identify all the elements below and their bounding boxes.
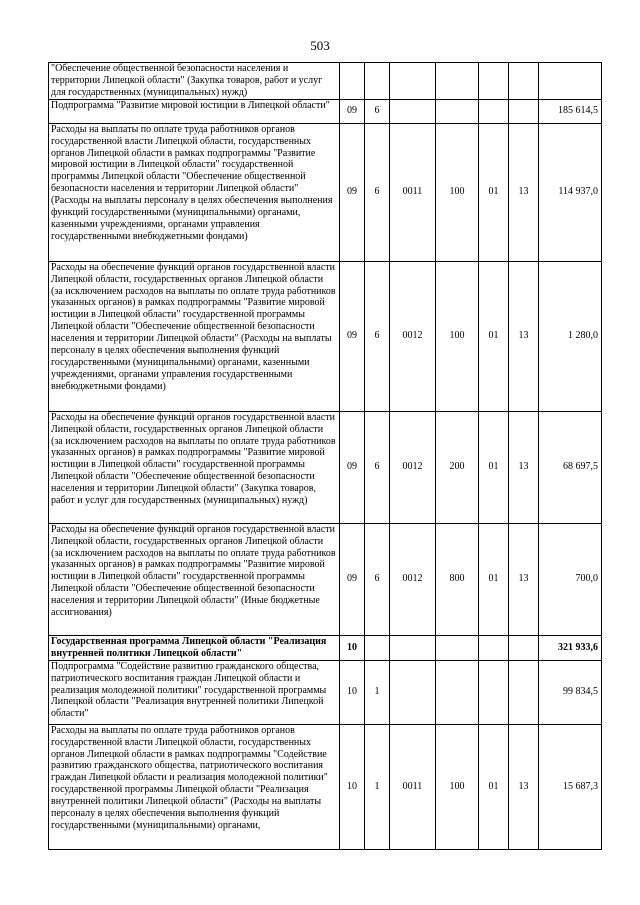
cell-division	[479, 660, 509, 724]
table-row	[49, 523, 602, 635]
row-description: Расходы на обеспечение функций органов государственной власти Липецкой области, государственных органов Липецкой области (за исключением расходов на выплаты по оплате труда работников указанных органов) в рамках подпрограммы "Развитие мировой юстиции в Липецкой области" государственной программы Липецкой области "Обеспечение общественной безопасности населения и территории Липецкой области" (Расходы на выплаты персоналу в целях обеспечения выполнения функций государственными (муниципальными) органами, казенными учреждениями, органами управления государственными внебюджетными фондами)	[49, 261, 340, 411]
row-description: Расходы на обеспечение функций органов государственной власти Липецкой области, государственных органов Липецкой области (за исключением расходов на выплаты по оплате труда работников указанных органов) в рамках подпрограммы "Развитие мировой юстиции в Липецкой области" государственной программы Липецкой области "Обеспечение общественной безопасности населения и территории Липецкой области" (Иные бюджетные ассигнования)	[49, 523, 340, 635]
cell-article	[390, 635, 436, 660]
cell-section: 09	[340, 411, 365, 523]
cell-subsection: 1	[365, 660, 390, 724]
cell-subdivision	[509, 99, 539, 123]
cell-division: 01	[479, 523, 509, 635]
cell-division: 01	[479, 123, 509, 261]
cell-amount: 68 697,5	[539, 411, 602, 523]
table-row	[49, 724, 602, 849]
cell-subdivision: 13	[509, 724, 539, 849]
cell-amount: 114 937,0	[539, 123, 602, 261]
cell-subsection: 1	[365, 724, 390, 849]
cell-division	[479, 63, 509, 100]
cell-section: 09	[340, 99, 365, 123]
cell-section: 10	[340, 724, 365, 849]
cell-division: 01	[479, 724, 509, 849]
cell-article: 0011	[390, 724, 436, 849]
cell-amount: 15 687,3	[539, 724, 602, 849]
table-row	[49, 635, 602, 660]
cell-subdivision: 13	[509, 261, 539, 411]
cell-division: 01	[479, 411, 509, 523]
cell-section: 10	[340, 660, 365, 724]
cell-subdivision: 13	[509, 523, 539, 635]
row-description: "Обеспечение общественной безопасности населения и территории Липецкой области" (Закупка товаров, работ и услуг для государственных (муниципальных) нужд)	[49, 63, 340, 100]
budget-table	[48, 62, 602, 850]
row-description: Расходы на обеспечение функций органов государственной власти Липецкой области, государственных органов Липецкой области (за исключением расходов на выплаты по оплате труда работников указанных органов) в рамках подпрограммы "Развитие мировой юстиции в Липецкой области" государственной программы Липецкой области "Обеспечение общественной безопасности населения и территории Липецкой области" (Закупка товаров, работ и услуг для государственных (муниципальных) нужд)	[49, 411, 340, 523]
cell-subsection: 6	[365, 123, 390, 261]
row-description: Подпрограмма "Содействие развитию гражданского общества, патриотического воспитания граждан Липецкой области и реализация молодежной политики" государственной программы Липецкой области "Реализация внутренней политики Липецкой области"	[49, 660, 340, 724]
cell-amount: 1 280,0	[539, 261, 602, 411]
cell-expense-type	[436, 99, 479, 123]
cell-section: 09	[340, 261, 365, 411]
cell-subsection: 6	[365, 523, 390, 635]
cell-amount: 321 933,6	[539, 635, 602, 660]
cell-expense-type: 100	[436, 123, 479, 261]
cell-expense-type: 200	[436, 411, 479, 523]
cell-subdivision	[509, 63, 539, 100]
cell-amount	[539, 63, 602, 100]
cell-subsection: 6	[365, 261, 390, 411]
cell-subdivision: 13	[509, 123, 539, 261]
cell-division: 01	[479, 261, 509, 411]
cell-subdivision	[509, 660, 539, 724]
cell-article	[390, 63, 436, 100]
cell-division	[479, 99, 509, 123]
cell-division	[479, 635, 509, 660]
cell-article: 0012	[390, 523, 436, 635]
cell-amount: 99 834,5	[539, 660, 602, 724]
cell-section: 10	[340, 635, 365, 660]
cell-section: 09	[340, 523, 365, 635]
row-description: Расходы на выплаты по оплате труда работников органов государственной власти Липецкой области, государственных органов Липецкой области в рамках подпрограммы "Развитие мировой юстиции в Липецкой области" государственной программы Липецкой области "Обеспечение общественной безопасности населения и территории Липецкой области" (Расходы на выплаты персоналу в целях обеспечения выполнения функций государственными (муниципальными) органами, казенными учреждениями, органами управления государственными внебюджетными фондами)	[49, 123, 340, 261]
row-description: Расходы на выплаты по оплате труда работников органов государственной власти Липецкой области, государственных органов Липецкой области в рамках подпрограммы "Содействие развитию гражданского общества, патриотического воспитания граждан Липецкой области и реализация молодежной политики" государственной программы Липецкой области "Реализация внутренней политики Липецкой области" (Расходы на выплаты персоналу в целях обеспечения выполнения функций государственными (муниципальными) органами,	[49, 724, 340, 849]
cell-expense-type: 100	[436, 261, 479, 411]
cell-expense-type	[436, 63, 479, 100]
cell-article: 0011	[390, 123, 436, 261]
table-row	[49, 123, 602, 261]
row-description: Государственная программа Липецкой области "Реализация внутренней политики Липецкой области"	[49, 635, 340, 660]
table-row	[49, 411, 602, 523]
cell-subdivision: 13	[509, 411, 539, 523]
cell-article: 0012	[390, 411, 436, 523]
cell-expense-type	[436, 635, 479, 660]
cell-subsection: 6	[365, 99, 390, 123]
cell-section: 09	[340, 123, 365, 261]
cell-subsection	[365, 635, 390, 660]
cell-subdivision	[509, 635, 539, 660]
cell-subsection: 6	[365, 411, 390, 523]
cell-article	[390, 660, 436, 724]
cell-article	[390, 99, 436, 123]
cell-expense-type: 800	[436, 523, 479, 635]
cell-subsection	[365, 63, 390, 100]
cell-section	[340, 63, 365, 100]
cell-amount: 700,0	[539, 523, 602, 635]
table-row	[49, 63, 602, 100]
cell-expense-type: 100	[436, 724, 479, 849]
cell-amount: 185 614,5	[539, 99, 602, 123]
table-row	[49, 261, 602, 411]
table-row	[49, 660, 602, 724]
table-row	[49, 99, 602, 123]
row-description: Подпрограмма "Развитие мировой юстиции в Липецкой области"	[49, 99, 340, 123]
cell-article: 0012	[390, 261, 436, 411]
page-number: 503	[310, 38, 330, 53]
cell-expense-type	[436, 660, 479, 724]
